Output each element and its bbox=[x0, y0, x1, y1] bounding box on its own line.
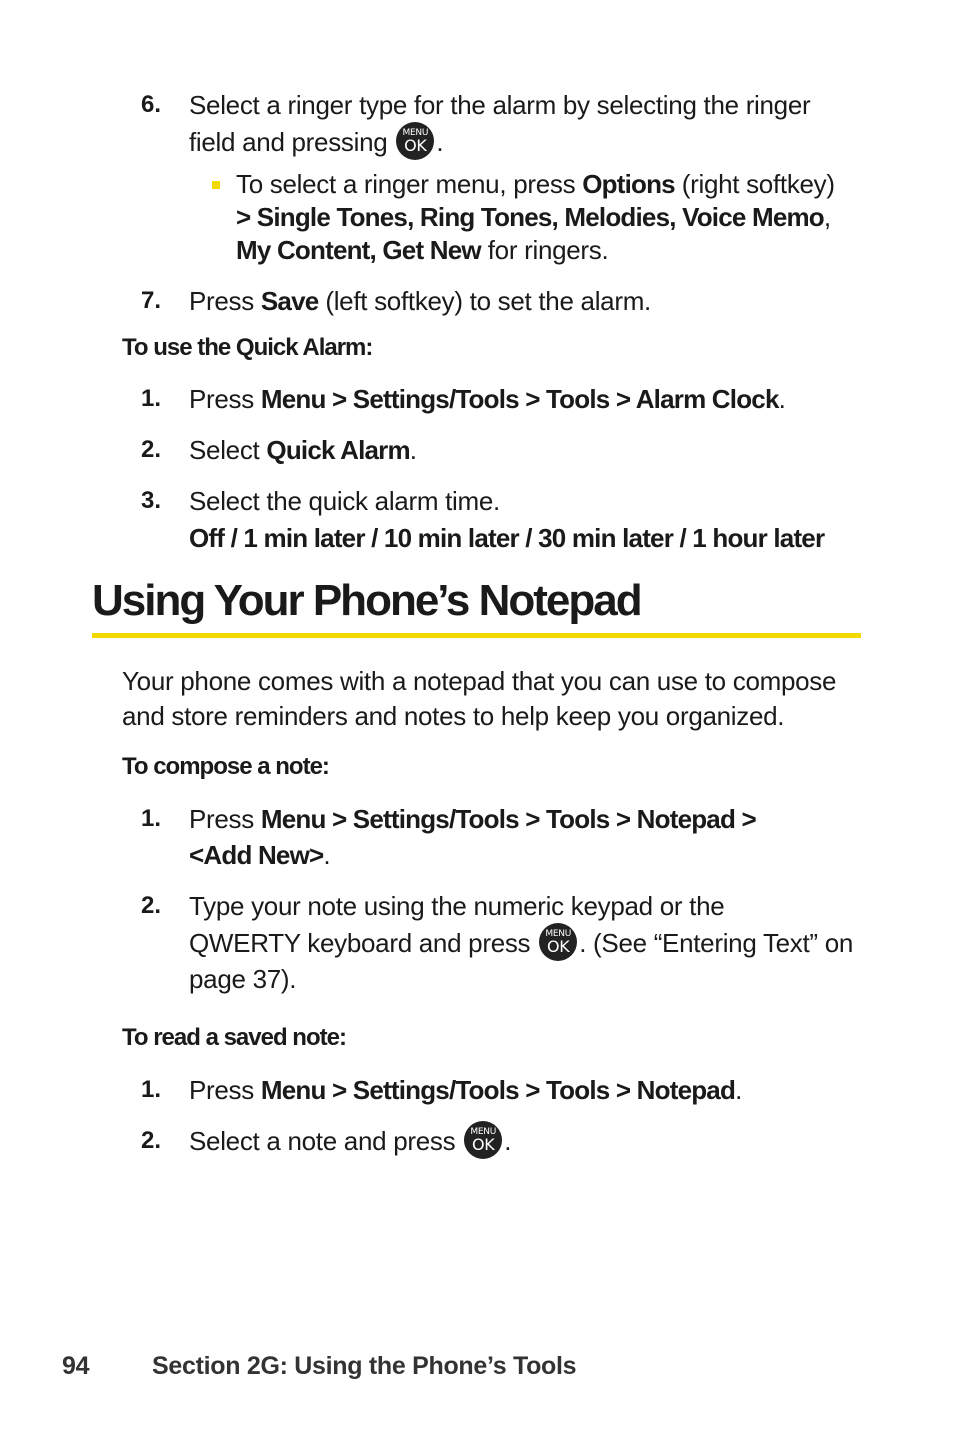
bullet-text: My Content, Get New for ringers. bbox=[236, 235, 609, 265]
step-text: QWERTY keyboard and press MENU OK . (See “Entering Text” on bbox=[189, 925, 853, 961]
subheading-quick-alarm: To use the Quick Alarm: bbox=[122, 334, 373, 361]
step-text: Type your note using the numeric keypad or the bbox=[189, 891, 725, 921]
step-text: Select a note and press MENU OK . bbox=[189, 1123, 511, 1159]
step-number: 6. bbox=[141, 91, 162, 118]
title-rule bbox=[92, 633, 861, 638]
subheading-read: To read a saved note: bbox=[122, 1024, 346, 1051]
intro-text: and store reminders and notes to help keep you organized. bbox=[122, 701, 785, 731]
page-title: Using Your Phone’s Notepad bbox=[92, 576, 641, 625]
step-number: 2. bbox=[141, 1127, 162, 1154]
bullet-text: To select a ringer menu, press Options (right softkey) bbox=[236, 169, 835, 199]
intro-text: Your phone comes with a notepad that you can use to compose bbox=[122, 666, 837, 696]
step-text: Select a ringer type for the alarm by selecting the ringer bbox=[189, 90, 811, 120]
step-number: 7. bbox=[141, 287, 162, 314]
step-number: 1. bbox=[141, 1076, 162, 1103]
step-text: Select Quick Alarm. bbox=[189, 435, 417, 465]
quick-alarm-options: Off / 1 min later / 10 min later / 30 min later / 1 hour later bbox=[189, 523, 825, 553]
step-text: <Add New>. bbox=[189, 840, 331, 870]
step-text: Press Menu > Settings/Tools > Tools > Notepad. bbox=[189, 1075, 742, 1105]
step-number: 3. bbox=[141, 487, 162, 514]
step-number: 1. bbox=[141, 385, 162, 412]
step-text: Press Menu > Settings/Tools > Tools > Notepad > bbox=[189, 804, 756, 834]
step-text: Press Save (left softkey) to set the alarm. bbox=[189, 286, 651, 316]
step-text: field and pressing MENU OK . bbox=[189, 124, 443, 160]
step-text: page 37). bbox=[189, 964, 297, 994]
step-number: 2. bbox=[141, 436, 162, 463]
section-footer: Section 2G: Using the Phone’s Tools bbox=[152, 1352, 577, 1380]
step-text: Select the quick alarm time. bbox=[189, 486, 500, 516]
bullet-text: > Single Tones, Ring Tones, Melodies, Voice Memo, bbox=[236, 202, 831, 232]
subheading-compose: To compose a note: bbox=[122, 753, 329, 780]
bullet-icon bbox=[212, 181, 220, 189]
menu-ok-icon: MENU OK bbox=[396, 122, 434, 160]
step-number: 1. bbox=[141, 805, 162, 832]
menu-ok-icon: MENU OK bbox=[464, 1121, 502, 1159]
menu-ok-icon: MENU OK bbox=[539, 923, 577, 961]
page-number: 94 bbox=[62, 1352, 90, 1380]
step-number: 2. bbox=[141, 892, 162, 919]
step-text: Press Menu > Settings/Tools > Tools > Alarm Clock. bbox=[189, 384, 786, 414]
